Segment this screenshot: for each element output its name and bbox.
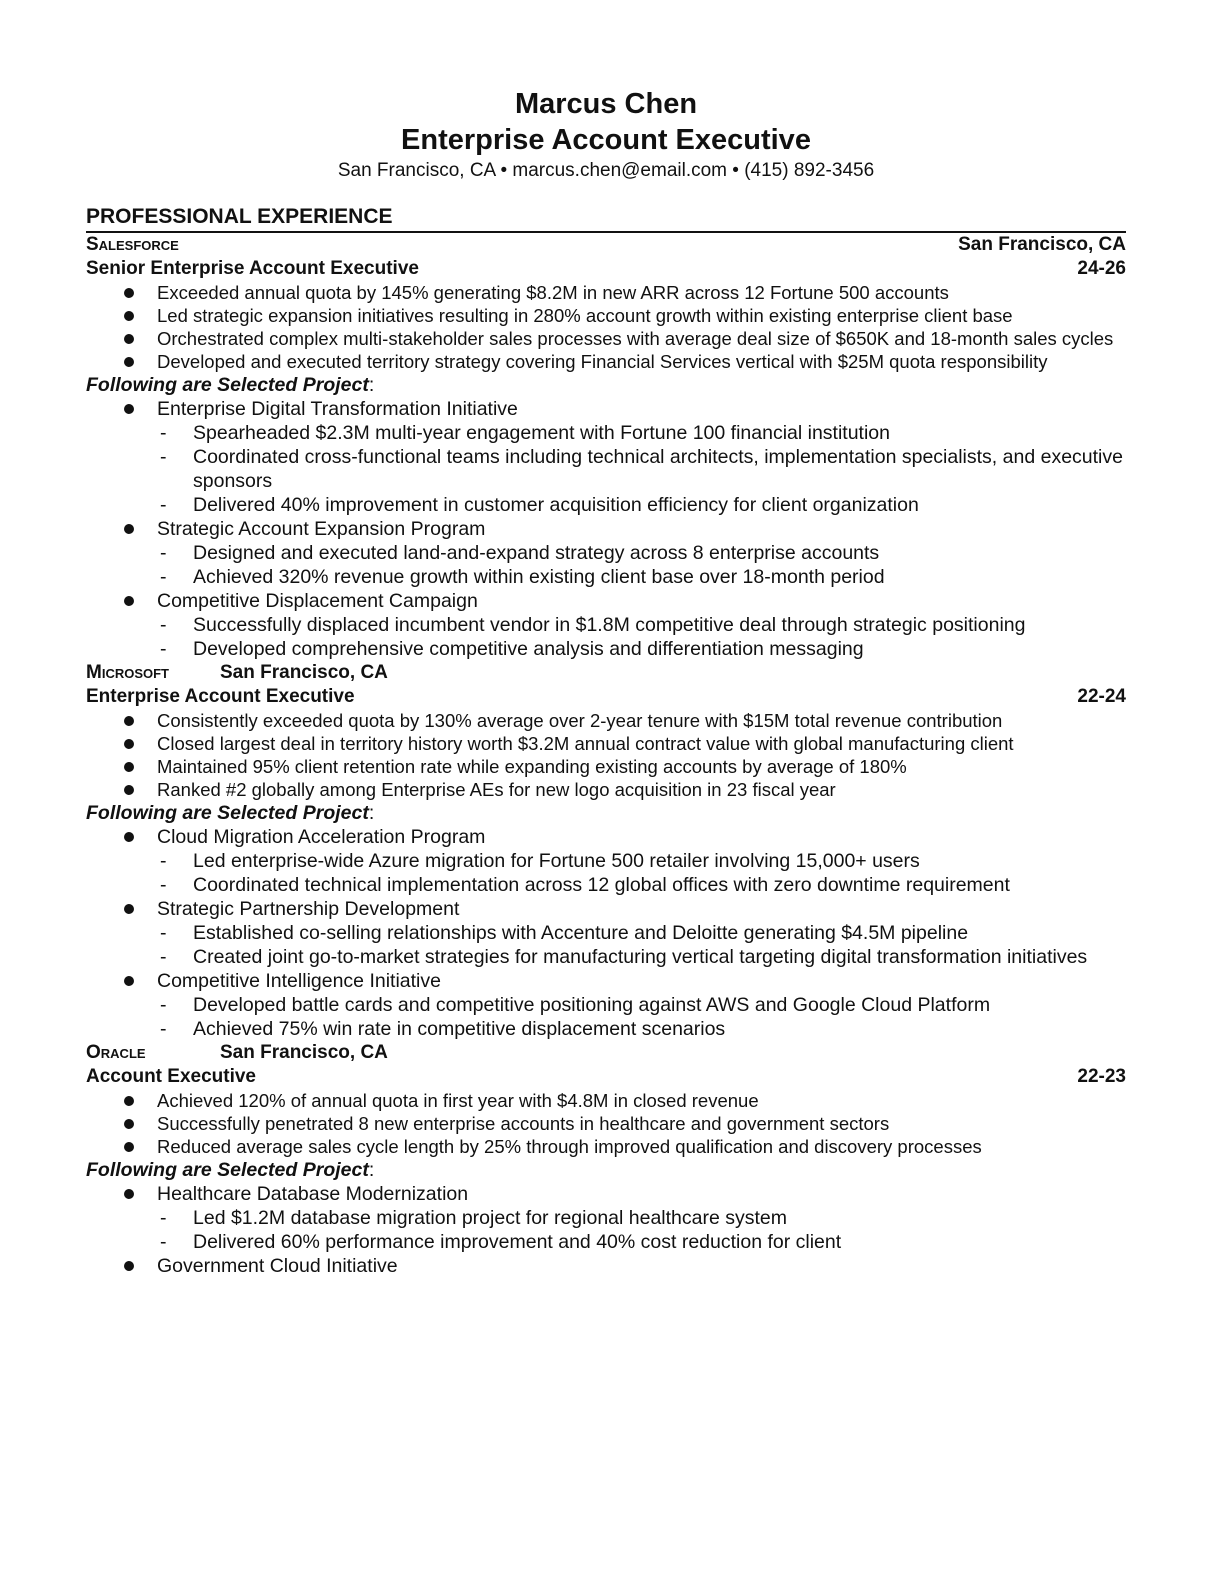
achievement-text: Exceeded annual quota by 145% generating $8.2M in new ARR across 12 Fortune 500 accounts (157, 282, 949, 303)
project-detail-text: Achieved 320% revenue growth within existing client base over 18-month period (193, 566, 885, 588)
projects-label-text: Following are Selected Project (86, 1159, 369, 1181)
project-item (86, 1182, 1126, 1254)
project-list (86, 397, 1126, 661)
project-detail-text: Designed and executed land-and-expand strategy across 8 enterprise accounts (193, 542, 880, 564)
role-row (86, 257, 1126, 281)
bullet-icon (124, 1119, 134, 1129)
project-list (86, 825, 1126, 1041)
project-detail-text: Coordinated technical implementation across 12 global offices with zero downtime requirement (193, 874, 1010, 896)
dash-icon: - (160, 874, 167, 896)
project-name: Strategic Account Expansion Program (157, 518, 486, 540)
project-detail-item (86, 613, 1126, 637)
projects-label-colon: : (368, 802, 375, 824)
achievement-item (86, 778, 1126, 801)
experience-list (86, 233, 1126, 1278)
bullet-icon (124, 785, 134, 795)
project-item (86, 1254, 1126, 1278)
bullet-icon (124, 1261, 134, 1271)
dash-icon: - (160, 638, 167, 660)
project-detail-item (86, 873, 1126, 897)
project-name: Competitive Displacement Campaign (157, 590, 478, 612)
bullet-icon (124, 1189, 134, 1199)
dash-icon: - (160, 922, 167, 944)
projects-label (86, 373, 1126, 397)
project-detail-item (86, 993, 1126, 1017)
achievement-list (86, 1089, 1126, 1158)
project-detail-item (86, 493, 1126, 517)
dash-icon: - (160, 850, 167, 872)
achievement-item (86, 350, 1126, 373)
bullet-icon (124, 334, 134, 344)
job-role: Account Executive (86, 1066, 256, 1087)
projects-label-colon: : (368, 1159, 375, 1181)
projects-label-text: Following are Selected Project (86, 374, 369, 396)
project-item (86, 825, 1126, 897)
job-dates: 22-23 (1077, 1066, 1126, 1087)
achievement-text: Maintained 95% client retention rate while expanding existing accounts by average of 180% (157, 756, 907, 777)
project-name: Government Cloud Initiative (157, 1255, 398, 1277)
achievement-list (86, 281, 1126, 373)
project-detail-item (86, 637, 1126, 661)
bullet-icon (124, 1142, 134, 1152)
project-detail-item (86, 421, 1126, 445)
project-detail-text: Delivered 40% improvement in customer acquisition efficiency for client organization (193, 494, 919, 516)
project-detail-list (157, 1206, 1126, 1254)
achievement-list (86, 709, 1126, 801)
project-name: Enterprise Digital Transformation Initiative (157, 398, 518, 420)
candidate-name: Marcus Chen (514, 88, 698, 120)
company-location: San Francisco, CA (220, 662, 388, 683)
bullet-icon (124, 716, 134, 726)
project-detail-item (86, 1230, 1126, 1254)
project-item (86, 397, 1126, 517)
contact-line: San Francisco, CA • marcus.chen@email.com • (415) 892-3456 (337, 160, 875, 181)
projects-label (86, 1158, 1126, 1182)
project-detail-text: Led $1.2M database migration project for regional healthcare system (193, 1207, 787, 1229)
candidate-title: Enterprise Account Executive (401, 124, 811, 156)
dash-icon: - (160, 994, 167, 1016)
project-detail-list (157, 849, 1126, 897)
achievement-item (86, 755, 1126, 778)
job-dates: 22-24 (1077, 686, 1126, 707)
company-row (86, 1041, 1126, 1065)
achievement-item (86, 709, 1126, 732)
project-detail-item (86, 1206, 1126, 1230)
dash-icon: - (160, 494, 167, 516)
project-detail-text: Successfully displaced incumbent vendor in $1.8M competitive deal through strategic positioning (193, 614, 1026, 636)
project-detail-item (86, 921, 1126, 945)
company-location: San Francisco, CA (220, 1042, 388, 1063)
project-detail-item (86, 1017, 1126, 1041)
project-item (86, 897, 1126, 969)
project-detail-text: Coordinated cross-functional teams including technical architects, implementation specialists, and executive sponsors (193, 446, 1123, 492)
company-name: Salesforce (86, 234, 179, 255)
project-detail-list (157, 421, 1126, 517)
achievement-item (86, 327, 1126, 350)
achievement-item (86, 732, 1126, 755)
achievement-text: Successfully penetrated 8 new enterprise accounts in healthcare and government sectors (157, 1113, 890, 1134)
project-detail-text: Created joint go-to-market strategies for manufacturing vertical targeting digital transformation initiatives (193, 946, 1088, 968)
section-title-experience: PROFESSIONAL EXPERIENCE (86, 204, 1126, 233)
bullet-icon (124, 596, 134, 606)
dash-icon: - (160, 422, 167, 444)
bullet-icon (124, 404, 134, 414)
bullet-icon (124, 311, 134, 321)
achievement-text: Developed and executed territory strategy covering Financial Services vertical with $25M quota responsibility (157, 351, 1048, 372)
project-item (86, 589, 1126, 661)
project-detail-text: Developed comprehensive competitive analysis and differentiation messaging (193, 638, 864, 660)
dash-icon: - (160, 1207, 167, 1229)
project-detail-list (157, 541, 1126, 589)
achievement-text: Orchestrated complex multi-stakeholder sales processes with average deal size of $650K and 18-month sales cycles (157, 328, 1114, 349)
dash-icon: - (160, 446, 167, 468)
role-row (86, 685, 1126, 709)
project-name: Strategic Partnership Development (157, 898, 460, 920)
project-detail-text: Delivered 60% performance improvement and 40% cost reduction for client (193, 1231, 842, 1253)
role-row (86, 1065, 1126, 1089)
bullet-icon (124, 1096, 134, 1106)
bullet-icon (124, 976, 134, 986)
job-entry (86, 1041, 1126, 1278)
project-detail-list (157, 921, 1126, 969)
dash-icon: - (160, 946, 167, 968)
achievement-item (86, 281, 1126, 304)
bullet-icon (124, 739, 134, 749)
project-detail-list (157, 613, 1126, 661)
projects-label-text: Following are Selected Project (86, 802, 369, 824)
job-dates: 24-26 (1077, 258, 1126, 279)
bullet-icon (124, 904, 134, 914)
project-item (86, 517, 1126, 589)
resume-page (86, 86, 1126, 1278)
projects-label-colon: : (368, 374, 375, 396)
dash-icon: - (160, 542, 167, 564)
achievement-text: Reduced average sales cycle length by 25% through improved qualification and discovery processes (157, 1136, 982, 1157)
project-detail-item (86, 541, 1126, 565)
achievement-item (86, 1089, 1126, 1112)
project-detail-item (86, 565, 1126, 589)
dash-icon: - (160, 1018, 167, 1040)
dash-icon: - (160, 1231, 167, 1253)
dash-icon: - (160, 614, 167, 636)
achievement-text: Closed largest deal in territory history worth $3.2M annual contract value with global manufacturing client (157, 733, 1014, 754)
resume-header (86, 86, 1126, 184)
projects-label (86, 801, 1126, 825)
company-row (86, 233, 1126, 257)
project-detail-text: Established co-selling relationships with Accenture and Deloitte generating $4.5M pipeline (193, 922, 969, 944)
project-detail-text: Spearheaded $2.3M multi-year engagement with Fortune 100 financial institution (193, 422, 891, 444)
bullet-icon (124, 762, 134, 772)
project-detail-item (86, 945, 1126, 969)
project-detail-item (86, 849, 1126, 873)
company-name: Microsoft (86, 662, 169, 683)
project-item (86, 969, 1126, 1041)
job-role: Enterprise Account Executive (86, 686, 355, 707)
project-detail-text: Led enterprise-wide Azure migration for Fortune 500 retailer involving 15,000+ users (193, 850, 920, 872)
dash-icon: - (160, 566, 167, 588)
project-name: Competitive Intelligence Initiative (157, 970, 441, 992)
achievement-text: Ranked #2 globally among Enterprise AEs for new logo acquisition in 23 fiscal year (157, 779, 836, 800)
achievement-text: Achieved 120% of annual quota in first year with $4.8M in closed revenue (157, 1090, 759, 1111)
bullet-icon (124, 288, 134, 298)
project-name: Cloud Migration Acceleration Program (157, 826, 486, 848)
project-list (86, 1182, 1126, 1278)
job-entry (86, 661, 1126, 1041)
bullet-icon (124, 524, 134, 534)
project-detail-text: Developed battle cards and competitive positioning against AWS and Google Cloud Platform (193, 994, 991, 1016)
project-detail-list (157, 993, 1126, 1041)
achievement-text: Led strategic expansion initiatives resulting in 280% account growth within existing enterprise client base (157, 305, 1013, 326)
achievement-item (86, 1135, 1126, 1158)
bullet-icon (124, 357, 134, 367)
project-detail-item (86, 445, 1126, 493)
achievement-item (86, 1112, 1126, 1135)
project-name: Healthcare Database Modernization (157, 1183, 469, 1205)
company-location: San Francisco, CA (958, 234, 1126, 255)
company-name: Oracle (86, 1042, 146, 1063)
job-entry (86, 233, 1126, 661)
company-row (86, 661, 1126, 685)
achievement-text: Consistently exceeded quota by 130% average over 2-year tenure with $15M total revenue contribution (157, 710, 1003, 731)
bullet-icon (124, 832, 134, 842)
project-detail-text: Achieved 75% win rate in competitive displacement scenarios (193, 1018, 726, 1040)
achievement-item (86, 304, 1126, 327)
job-role: Senior Enterprise Account Executive (86, 258, 419, 279)
